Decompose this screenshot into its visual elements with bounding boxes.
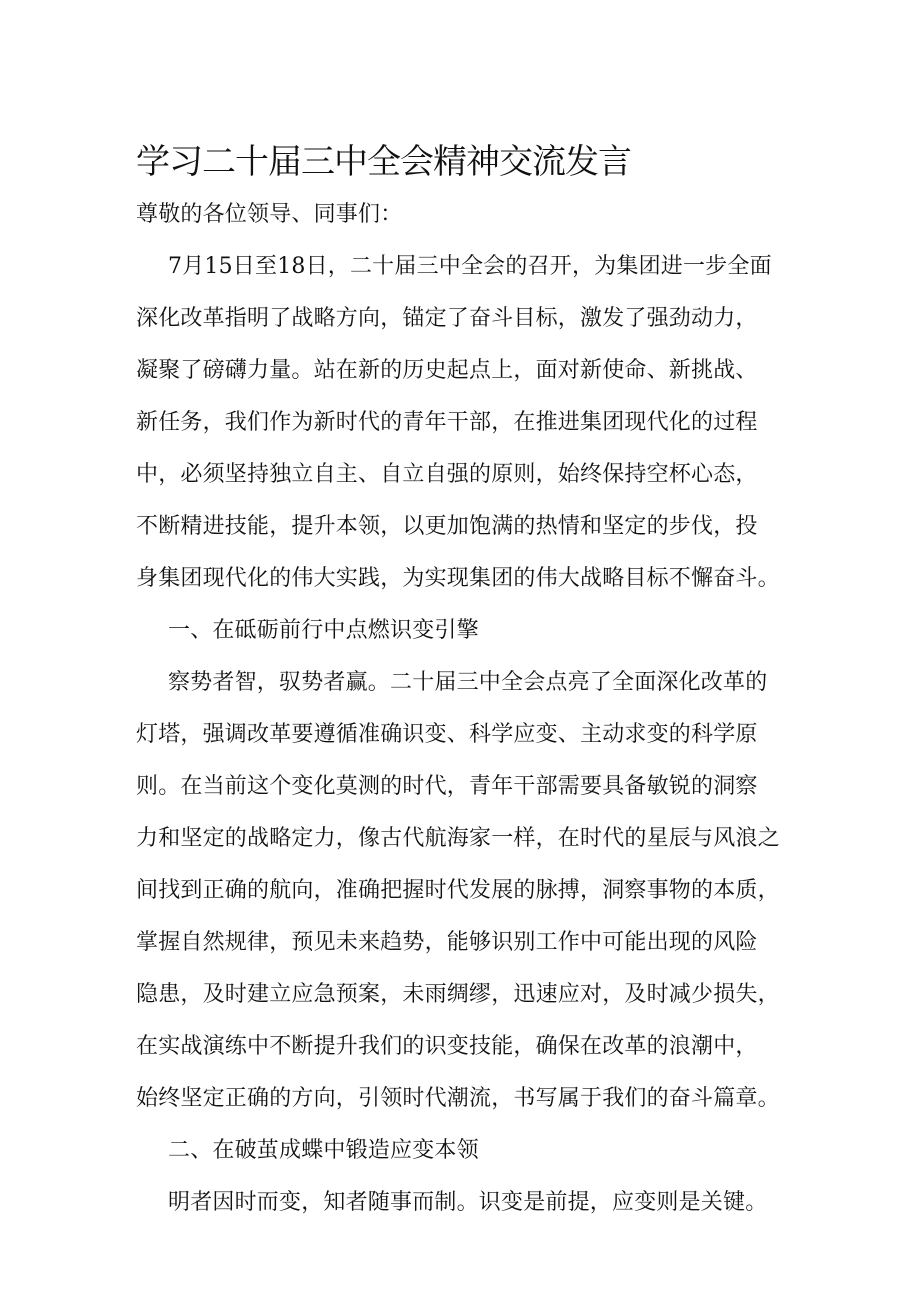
paragraph-line: 明者因时而变，知者随事而制。识变是前提，应变则是关键。 xyxy=(168,1190,768,1215)
paragraph-line: 凝聚了磅礴力量。站在新的历史起点上，面对新使命、新挑战、 xyxy=(136,358,758,383)
salutation xyxy=(136,189,796,241)
paragraph-1 xyxy=(136,241,796,605)
paragraph-line: 身集团现代化的伟大实践，为实现集团的伟大战略目标不懈奋斗。 xyxy=(136,566,780,591)
paragraph-line: 则。在当前这个变化莫测的时代，青年干部需要具备敏锐的洞察 xyxy=(136,774,758,799)
section-heading-2 xyxy=(136,1125,796,1177)
paragraph-line: 力和坚定的战略定力，像古代航海家一样，在时代的星辰与风浪之 xyxy=(136,826,780,851)
paragraph-line: 深化改革指明了战略方向，锚定了奋斗目标，激发了强劲动力， xyxy=(136,306,758,331)
paragraph-line: 7月15日至18日，二十届三中全会的召开，为集团进一步全面 xyxy=(168,254,772,279)
section-heading-1 xyxy=(136,605,796,657)
paragraph-line: 始终坚定正确的方向，引领时代潮流，书写属于我们的奋斗篇章。 xyxy=(136,1086,780,1111)
paragraph-line: 中，必须坚持独立自主、自立自强的原则，始终保持空杯心态， xyxy=(136,462,758,487)
paragraph-line: 隐患，及时建立应急预案，未雨绸缪，迅速应对，及时减少损失， xyxy=(136,982,780,1007)
paragraph-line: 灯塔，强调改革要遵循准确识变、科学应变、主动求变的科学原 xyxy=(136,722,758,747)
section-heading-line: 一、在砥砺前行中点燃识变引擎 xyxy=(168,618,479,643)
paragraph-line: 不断精进技能，提升本领，以更加饱满的热情和坚定的步伐，投 xyxy=(136,514,758,539)
paragraph-line: 掌握自然规律，预见未来趋势，能够识别工作中可能出现的风险 xyxy=(136,930,758,955)
document-page xyxy=(136,0,796,1301)
section-heading-line: 二、在破茧成蝶中锻造应变本领 xyxy=(168,1138,479,1163)
document-title: 学习二十届三中全会精神交流发言 xyxy=(136,142,631,182)
paragraph-line: 察势者智，驭势者赢。二十届三中全会点亮了全面深化改革的 xyxy=(168,670,768,695)
paragraph-2 xyxy=(136,657,796,1125)
paragraph-line: 新任务，我们作为新时代的青年干部，在推进集团现代化的过程 xyxy=(136,410,758,435)
salutation-line: 尊敬的各位领导、同事们： xyxy=(136,202,403,227)
paragraph-line: 间找到正确的航向，准确把握时代发展的脉搏，洞察事物的本质， xyxy=(136,878,780,903)
paragraph-3 xyxy=(136,1177,796,1229)
paragraph-line: 在实战演练中不断提升我们的识变技能，确保在改革的浪潮中， xyxy=(136,1034,758,1059)
